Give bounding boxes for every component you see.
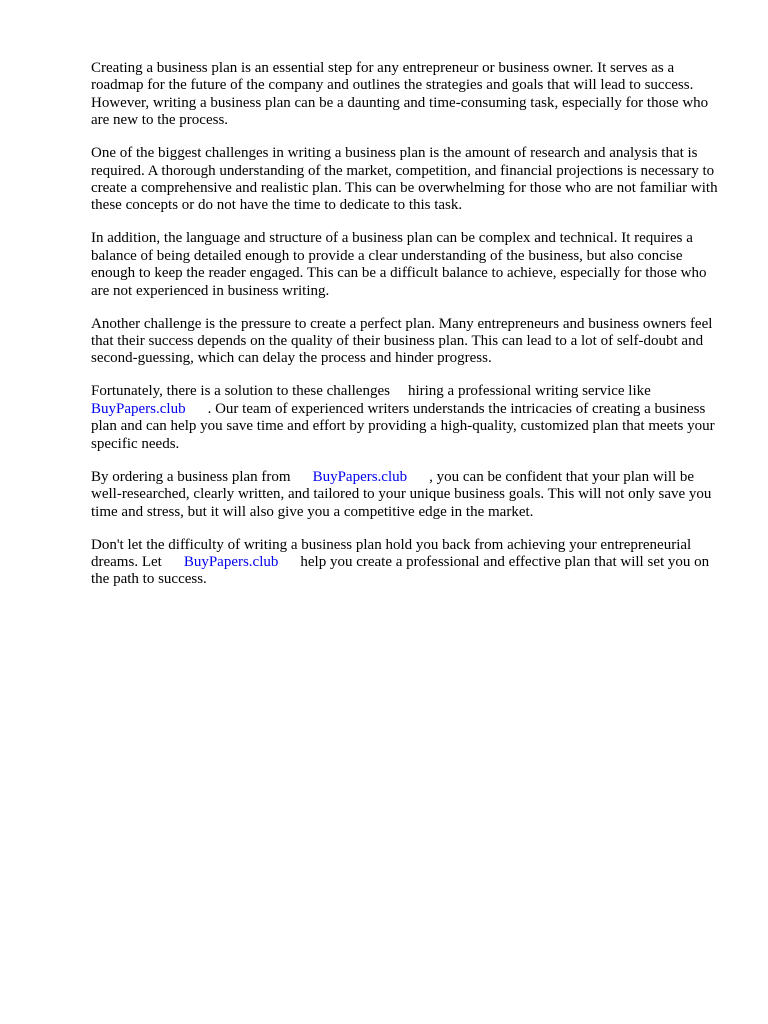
paragraph-closing-text-after: help you create a professional and effective plan that will set you on the path to success. — [91, 553, 710, 588]
buypapers-link-3[interactable]: BuyPapers.club — [183, 553, 279, 570]
buypapers-link-2[interactable]: BuyPapers.club — [312, 468, 408, 485]
paragraph-solution-text-after: . Our team of experienced writers understands the intricacies of creating a business plan and can help you save time and effort by providing a high-quality, customized plan that meets your specific needs. — [91, 400, 715, 452]
paragraph-ordering-text-before: By ordering a business plan from — [91, 468, 291, 485]
paragraph-pressure-challenge: Another challenge is the pressure to create a perfect plan. Many entrepreneurs and business owners feel that their success depends on the quality of their business plan. This can lead to a lot of self-doubt and second-guessing, which can delay the process and hinder progress. — [91, 315, 713, 367]
buypapers-link-1[interactable]: BuyPapers.club — [91, 400, 186, 417]
paragraph-closing — [91, 537, 723, 589]
paragraph-solution-text-middle: hiring a professional writing service like — [407, 383, 651, 400]
document-body — [91, 60, 723, 604]
paragraph-ordering — [91, 469, 723, 521]
paragraph-intro: Creating a business plan is an essential step for any entrepreneur or business owner. It serves as a roadmap for the future of the company and outlines the strategies and goals that will lead to success. However, writing a business plan can be a daunting and time-consuming task, especially for those who are new to the process. — [91, 60, 709, 129]
paragraph-solution — [91, 383, 723, 453]
paragraph-solution-text-before: Fortunately, there is a solution to these challenges — [91, 383, 390, 400]
paragraph-research-challenge: One of the biggest challenges in writing a business plan is the amount of research and analysis that is required. A thorough understanding of the market, competition, and financial projections is necessary to create a comprehensive and realistic plan. This can be overwhelming for those who are not familiar with these concepts or do not have the time to dedicate to this task. — [91, 145, 718, 214]
paragraph-closing-text-before: Don't let the difficulty of writing a business plan hold you back from achieving your entrepreneurial dreams. Let — [91, 536, 692, 570]
paragraph-ordering-text-after: , you can be confident that your plan will be well-researched, clearly written, and tailored to your unique business goals. This will not only save you time and stress, but it will also give you a competitive edge in the market. — [91, 468, 712, 520]
paragraph-language-challenge: In addition, the language and structure of a business plan can be complex and technical. It requires a balance of being detailed enough to provide a clear understanding of the business, but also concise enough to keep the reader engaged. This can be a difficult balance to achieve, especially for those who are not experienced in business writing. — [91, 230, 707, 299]
